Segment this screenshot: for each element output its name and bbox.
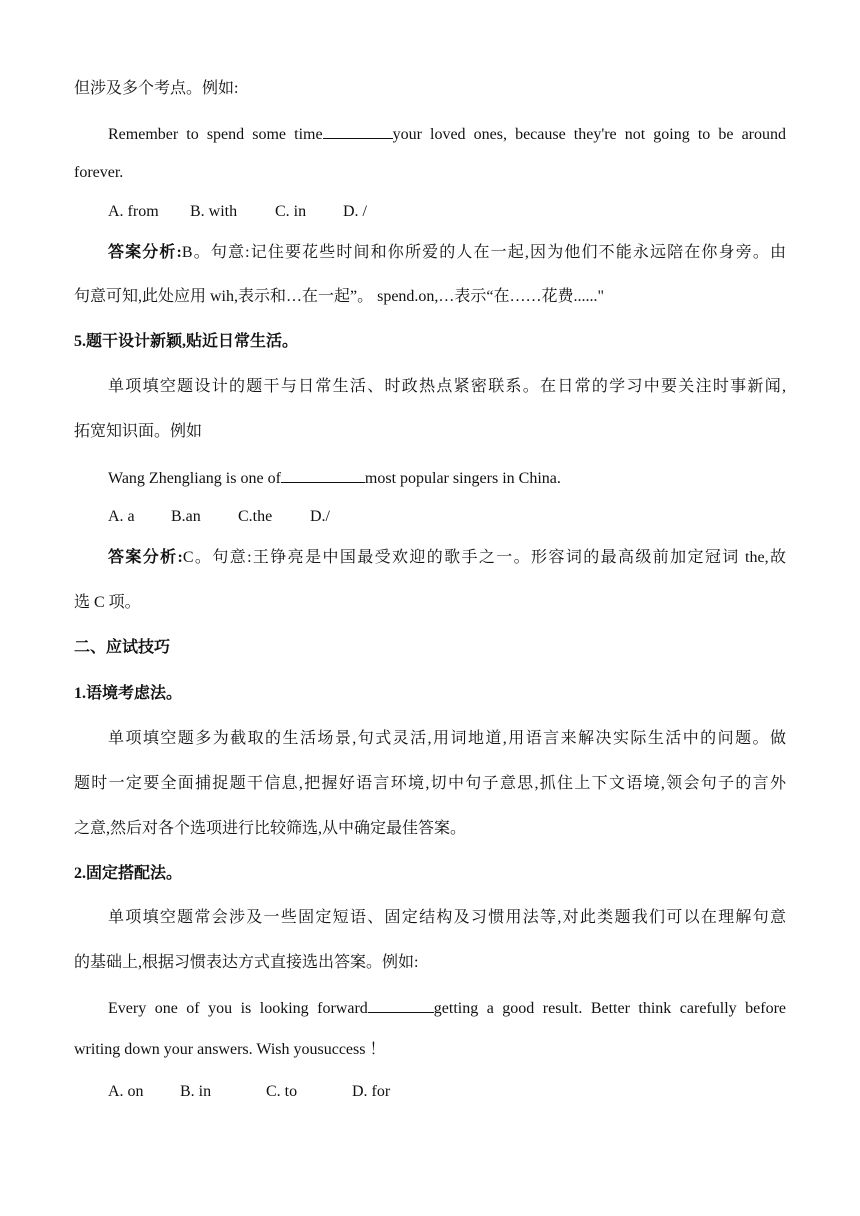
- option-d: D. /: [343, 203, 367, 220]
- option-b: B. with: [190, 203, 238, 220]
- answer-2: [108, 547, 786, 569]
- method-1-line-3: 之意,然后对各个选项进行比较筛选,从中确定最佳答案。: [74, 820, 467, 837]
- answer-2-cont: 选 C 项。: [74, 594, 141, 611]
- example-text: getting a good result. Better think carefully before: [433, 1000, 786, 1017]
- option-b: B. in: [180, 1083, 212, 1100]
- answer-label: 答案分析:: [108, 549, 183, 566]
- paragraph-5-line-1: 单项填空题设计的题干与日常生活、时政热点紧密联系。在日常的学习中要关注时事新闻,: [108, 378, 786, 395]
- option-a: A. a: [108, 508, 135, 525]
- method-2-heading: 2.固定搭配法。: [74, 865, 183, 882]
- example-1-options: [108, 201, 786, 223]
- answer-1-cont: 句意可知,此处应用 wih,表示和…在一起”。 spend.on,…表示“在……花费......": [74, 288, 605, 305]
- answer-blank: [368, 996, 434, 1013]
- example-2-options: [108, 506, 786, 528]
- heading-5: 5.题干设计新颖,贴近日常生活。: [74, 333, 299, 350]
- answer-text: B。句意:记住要花些时间和你所爱的人在一起,因为他们不能永远陪在你身旁。由: [181, 244, 786, 261]
- option-a: A. from: [108, 203, 159, 220]
- paragraph-line: 但涉及多个考点。例如:: [74, 80, 239, 97]
- example-3-question: [108, 996, 786, 1018]
- option-b: B.an: [171, 508, 201, 525]
- option-c: C. in: [275, 203, 307, 220]
- answer-text: C。句意:王铮亮是中国最受欢迎的歌手之一。形容词的最高级前加定冠词 the,故: [182, 549, 786, 566]
- option-c: C.the: [238, 508, 273, 525]
- example-1-question-cont: forever.: [74, 164, 124, 181]
- option-d: D./: [310, 508, 330, 525]
- answer-1: [108, 242, 786, 264]
- option-c: C. to: [266, 1083, 298, 1100]
- method-1-line-2: 题时一定要全面捕捉题干信息,把握好语言环境,切中句子意思,抓住上下文语境,领会句子的言外: [74, 775, 786, 792]
- example-text: your loved ones, because they're not going to be around: [392, 126, 787, 143]
- example-text: Wang Zhengliang is one of: [108, 470, 281, 487]
- section-2-heading: 二、应试技巧: [74, 639, 171, 656]
- option-a: A. on: [108, 1083, 144, 1100]
- method-1-heading: 1.语境考虑法。: [74, 685, 183, 702]
- option-d: D. for: [352, 1083, 391, 1100]
- example-text: Every one of you is looking forward: [108, 1000, 368, 1017]
- answer-blank: [281, 466, 365, 483]
- example-text: most popular singers in China.: [364, 470, 561, 487]
- answer-label: 答案分析:: [108, 244, 182, 261]
- answer-blank: [323, 122, 393, 139]
- example-1-question: [108, 122, 786, 144]
- method-1-line-1: 单项填空题多为截取的生活场景,句式灵活,用词地道,用语言来解决实际生活中的问题。做: [108, 730, 786, 747]
- example-3-question-cont: writing down your answers. Wish yousuccess ！: [74, 1041, 386, 1058]
- method-2-line-1: 单项填空题常会涉及一些固定短语、固定结构及习惯用法等,对此类题我们可以在理解句意: [108, 909, 786, 926]
- example-2-question: [108, 466, 786, 488]
- paragraph-5-line-2: 拓宽知识面。例如: [74, 423, 203, 440]
- example-3-options: [108, 1081, 786, 1103]
- example-text: Remember to spend some time: [108, 126, 323, 143]
- method-2-line-2: 的基础上,根据习惯表达方式直接选出答案。例如:: [74, 954, 419, 971]
